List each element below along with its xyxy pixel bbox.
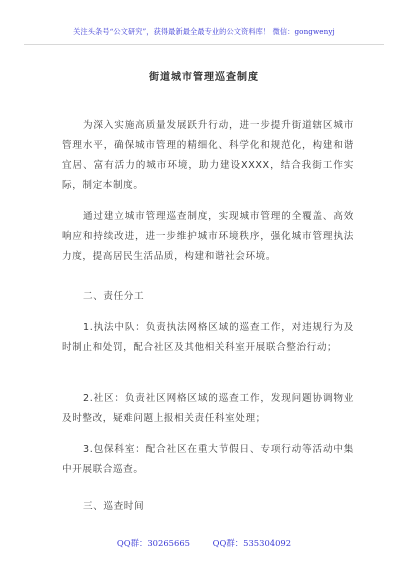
document-title: 街道城市管理巡查制度 <box>149 72 259 83</box>
header-divider <box>24 44 384 45</box>
paragraph-item-2: 2.社区：负责社区网格区域的巡查工作，发现问题协调物业及时整改，疑难问题上报相关责任科室处理； <box>62 393 354 424</box>
paragraph-intro: 为深入实施高质量发展跃升行动，进一步提升街道辖区城市管理水平，确保城市管理的精细化、科学化和规范化，构建和谐宜居、富有活力的城市环境，助力建设XXXX，结合我街工作实际，制定本制度。 <box>62 120 354 191</box>
header-promo-note: 关注头条号“公文研究”，获得最新最全最专业的公文资料库！ 微信：gongwenyj <box>73 27 335 36</box>
paragraph-item-1: 1.执法中队：负责执法网格区域的巡查工作，对违规行为及时制止和处罚，配合社区及其他相关科室开展联合整治行动； <box>62 322 354 353</box>
footer-qq-group-2: QQ群：535304092 <box>212 538 292 548</box>
footer-qq-group-1: QQ群：30265665 <box>116 538 190 548</box>
paragraph-purpose: 通过建立城市管理巡查制度，实现城市管理的全覆盖、高效响应和持续改进，进一步维护城市环境秩序，强化城市管理执法力度，提高居民生活品质，构建和谐社会环境。 <box>62 211 354 262</box>
paragraph-item-3: 3.包保科室：配合社区在重大节假日、专项行动等活动中集中开展联合巡查。 <box>62 444 354 475</box>
footer-contact <box>0 537 408 549</box>
section-heading-responsibility: 二、责任分工 <box>83 291 145 302</box>
section-heading-schedule: 三、巡查时间 <box>83 501 145 512</box>
